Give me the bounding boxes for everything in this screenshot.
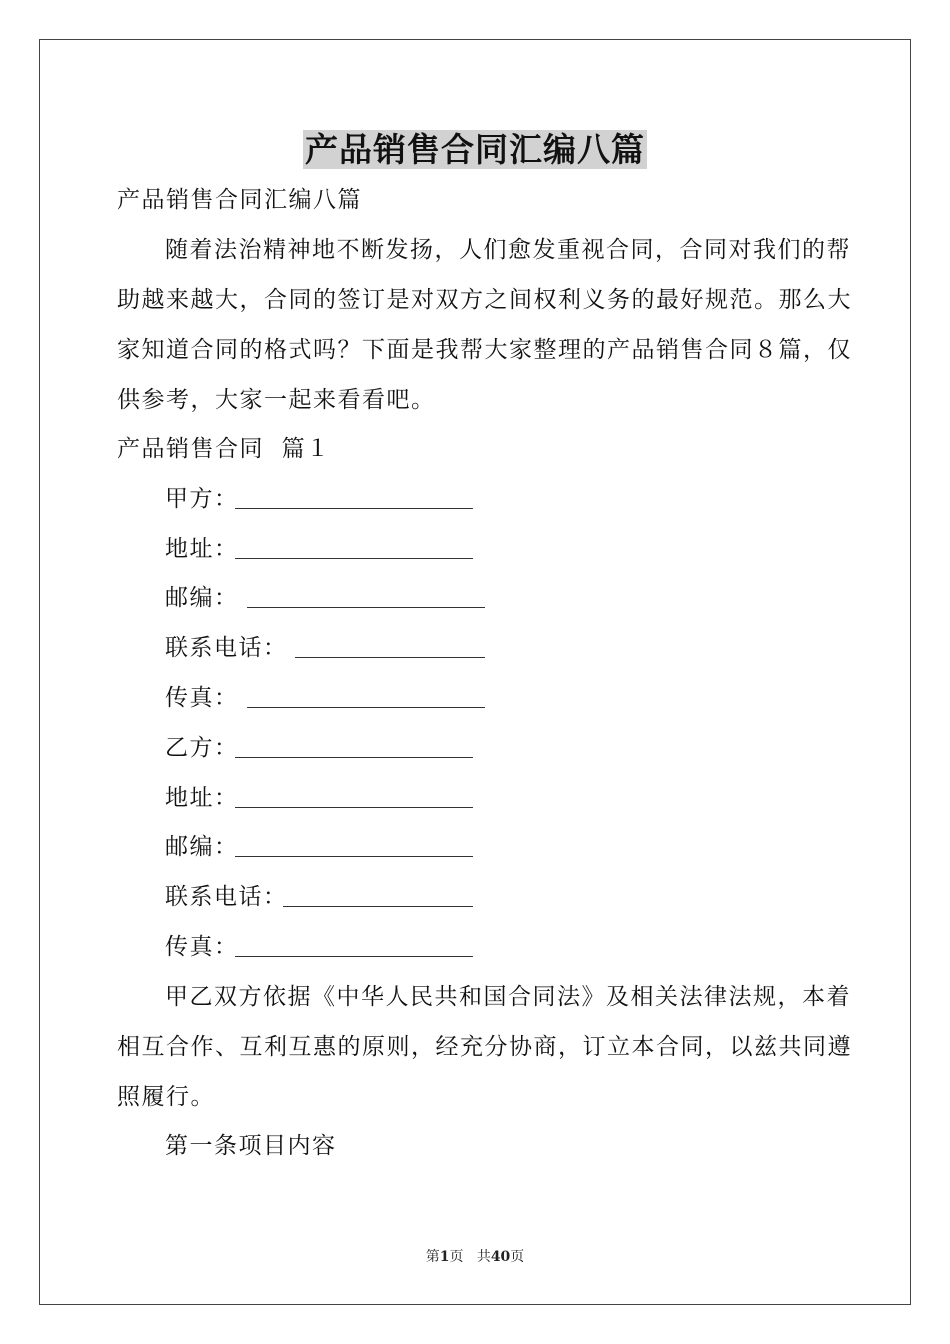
- document-subtitle: 产品销售合同汇编八篇: [117, 187, 362, 213]
- party-a-name-blank: [235, 508, 473, 509]
- party-b-address-label: 地址：: [165, 785, 239, 811]
- party-a-address-blank: [235, 558, 473, 559]
- party-a-address-label: 地址：: [165, 536, 239, 562]
- footer-total-pages: 40: [490, 1249, 511, 1265]
- party-a-fax-label: 传真：: [165, 685, 239, 711]
- party-b-fax-label: 传真：: [165, 934, 239, 960]
- party-b-fax-blank: [235, 956, 473, 957]
- page-footer: [0, 1248, 950, 1266]
- footer-page-suffix: 页: [449, 1249, 464, 1265]
- intro-line-4: 供参考，大家一起来看看吧。: [117, 387, 436, 413]
- agreement-line-2: 相互合作、互利互惠的原则，经充分协商，订立本合同，以兹共同遵: [117, 1034, 852, 1060]
- footer-page-number: 1: [439, 1249, 450, 1265]
- agreement-line-1: 甲乙双方依据《中华人民共和国合同法》及相关法律法规，本着: [165, 984, 851, 1010]
- agreement-line-3: 照履行。: [117, 1084, 215, 1110]
- party-b-phone-label: 联系电话：: [165, 884, 288, 910]
- document-title: [0, 128, 950, 172]
- party-a-name-label: 甲方：: [165, 486, 239, 512]
- page-border: [39, 39, 911, 1305]
- document-title-text: 产品销售合同汇编八篇: [305, 130, 645, 169]
- party-a-postcode-label: 邮编：: [165, 585, 239, 611]
- party-b-postcode-blank: [235, 856, 473, 857]
- footer-total-prefix: 共: [476, 1249, 491, 1265]
- party-a-fax-blank: [247, 707, 485, 708]
- party-b-address-blank: [235, 807, 473, 808]
- intro-line-2: 助越来越大，合同的签订是对双方之间权利义务的最好规范。那么大: [117, 287, 852, 313]
- party-b-phone-blank: [283, 906, 473, 907]
- party-a-phone-label: 联系电话：: [165, 635, 288, 661]
- intro-line-3: 家知道合同的格式吗？下面是我帮大家整理的产品销售合同８篇，仅: [117, 337, 852, 363]
- section-heading: 产品销售合同 篇１: [117, 436, 331, 462]
- party-b-postcode-label: 邮编：: [165, 834, 239, 860]
- party-b-name-label: 乙方：: [165, 735, 239, 761]
- party-a-phone-blank: [295, 657, 485, 658]
- party-b-name-blank: [235, 757, 473, 758]
- footer-total-suffix: 页: [510, 1249, 525, 1265]
- party-a-postcode-blank: [247, 607, 485, 608]
- article-one-heading: 第一条项目内容: [165, 1133, 337, 1159]
- intro-line-1: 随着法治精神地不断发扬，人们愈发重视合同，合同对我们的帮: [165, 237, 851, 263]
- footer-page-prefix: 第: [425, 1249, 440, 1265]
